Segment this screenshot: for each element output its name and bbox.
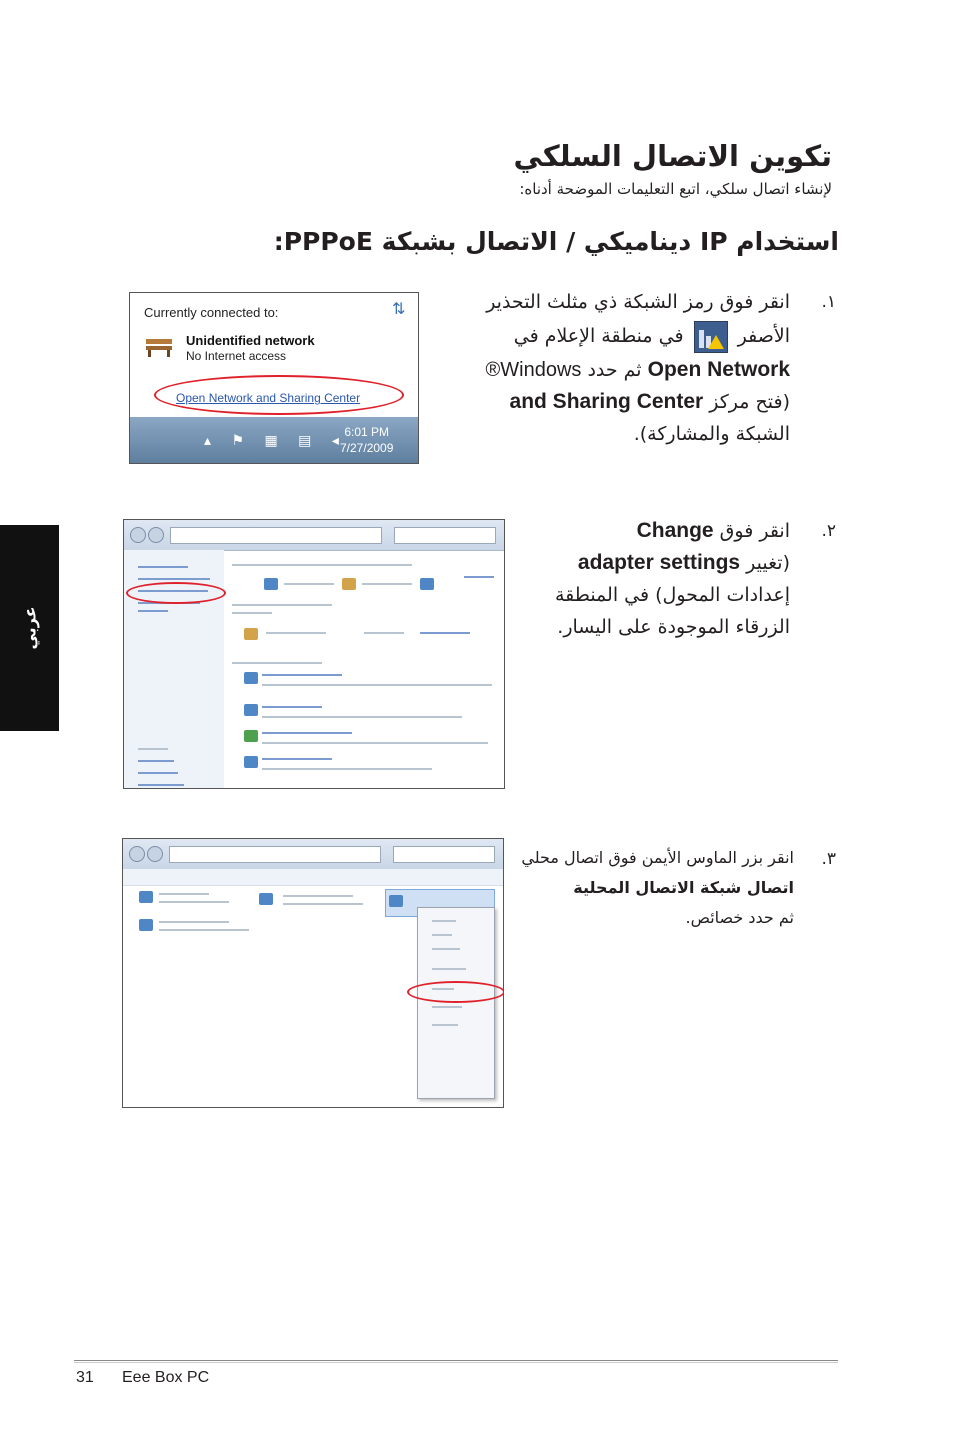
step-1-open-network: Open Network (647, 358, 790, 381)
search-field[interactable] (394, 527, 496, 544)
step-1-line-3 (410, 354, 790, 386)
address-field-3[interactable] (169, 846, 381, 863)
highlight-circle (154, 375, 404, 415)
language-side-tab (0, 525, 59, 731)
footer-rule-light (74, 1362, 838, 1363)
footer-rule (74, 1360, 838, 1361)
step-1-sharing-center: and Sharing Center (509, 390, 704, 413)
step-2-click: انقر فوق (719, 520, 790, 542)
step-1-line-1: انقر فوق رمز الشبكة ذي مثلث التحذير (486, 291, 790, 313)
toolbar (123, 869, 503, 886)
document-name: Eee Box PC (122, 1369, 210, 1386)
step-1-line-5: الشبكة والمشاركة). (633, 423, 790, 445)
forward-button[interactable] (148, 527, 164, 543)
screenshot-network-connections (122, 838, 504, 1108)
screenshot-sharing-center (123, 519, 505, 789)
page-number: 31 (76, 1369, 94, 1386)
step-1-line-2 (410, 318, 790, 354)
address-bar-3 (123, 839, 503, 870)
step-1-text (410, 286, 790, 450)
step-1-line-4 (410, 386, 790, 418)
context-menu (417, 907, 495, 1099)
step-2-change-ar: (تغيير (746, 552, 790, 574)
step-2-change: Change (636, 519, 714, 542)
search-field-3[interactable] (393, 846, 495, 863)
step-1-number: .١ (821, 292, 836, 312)
step-3-line-3: ثم حدد خصائص. (685, 908, 794, 927)
refresh-icon[interactable]: ⇅ (392, 299, 406, 318)
forward-button-3[interactable] (147, 846, 163, 862)
network-bench-icon (144, 335, 174, 357)
step-2-line-4: الزرقاء الموجودة على اليسار. (557, 616, 790, 638)
popup-header: Currently connected to: (144, 305, 279, 320)
clock-time: 6:01 PM (344, 425, 390, 439)
step-2-number: .٢ (821, 521, 836, 541)
screenshot-network-popup (129, 292, 419, 464)
network-status: No Internet access (186, 349, 287, 363)
taskbar-clock[interactable] (340, 424, 393, 456)
highlight-circle-3 (407, 981, 504, 1003)
step-1-then-select: ثم حدد (587, 359, 642, 381)
network-warning-icon (694, 321, 728, 353)
step-3-text (504, 843, 794, 933)
clock-date: 7/27/2009 (340, 441, 394, 455)
open-network-sharing-center-link[interactable]: Open Network and Sharing Center (176, 391, 361, 405)
step-2-line-2 (500, 547, 790, 579)
step-1-open-center-ar: (فتح مركز (709, 391, 790, 413)
step-2-line-1 (500, 515, 790, 547)
address-field[interactable] (170, 527, 382, 544)
side-tab-label: عربي (20, 606, 40, 650)
back-button-3[interactable] (129, 846, 145, 862)
step-3-number: .٣ (821, 849, 836, 869)
step-2-line-3: إعدادات المحول) في المنطقة (554, 584, 790, 606)
step-2-text (500, 515, 790, 643)
step-2-adapter-settings: adapter settings (577, 551, 741, 574)
tray-icons[interactable]: ▴ ⚑ ▦ ▤ ◂ (204, 433, 347, 449)
step-3-line-1: انقر بزر الماوس الأيمن فوق اتصال محلي (521, 848, 794, 867)
step-3-line-2: اتصال شبكة الاتصال المحلية (573, 878, 794, 897)
address-bar (124, 520, 504, 551)
step-1-windows: Windows® (485, 359, 582, 381)
highlight-circle-2 (126, 582, 226, 604)
step-1-line-2b: في منطقة الإعلام في (513, 325, 684, 347)
section-title: تكوين الاتصال السلكي (513, 139, 832, 173)
step-1-line-2a: الأصفر (737, 325, 790, 347)
sub-heading: استخدام IP ديناميكي / الاتصال بشبكة PPPoE: (273, 227, 839, 256)
back-button[interactable] (130, 527, 146, 543)
section-intro: لإنشاء اتصال سلكي، اتبع التعليمات الموضحة أدناه: (519, 180, 832, 198)
network-name: Unidentified network (186, 333, 315, 348)
